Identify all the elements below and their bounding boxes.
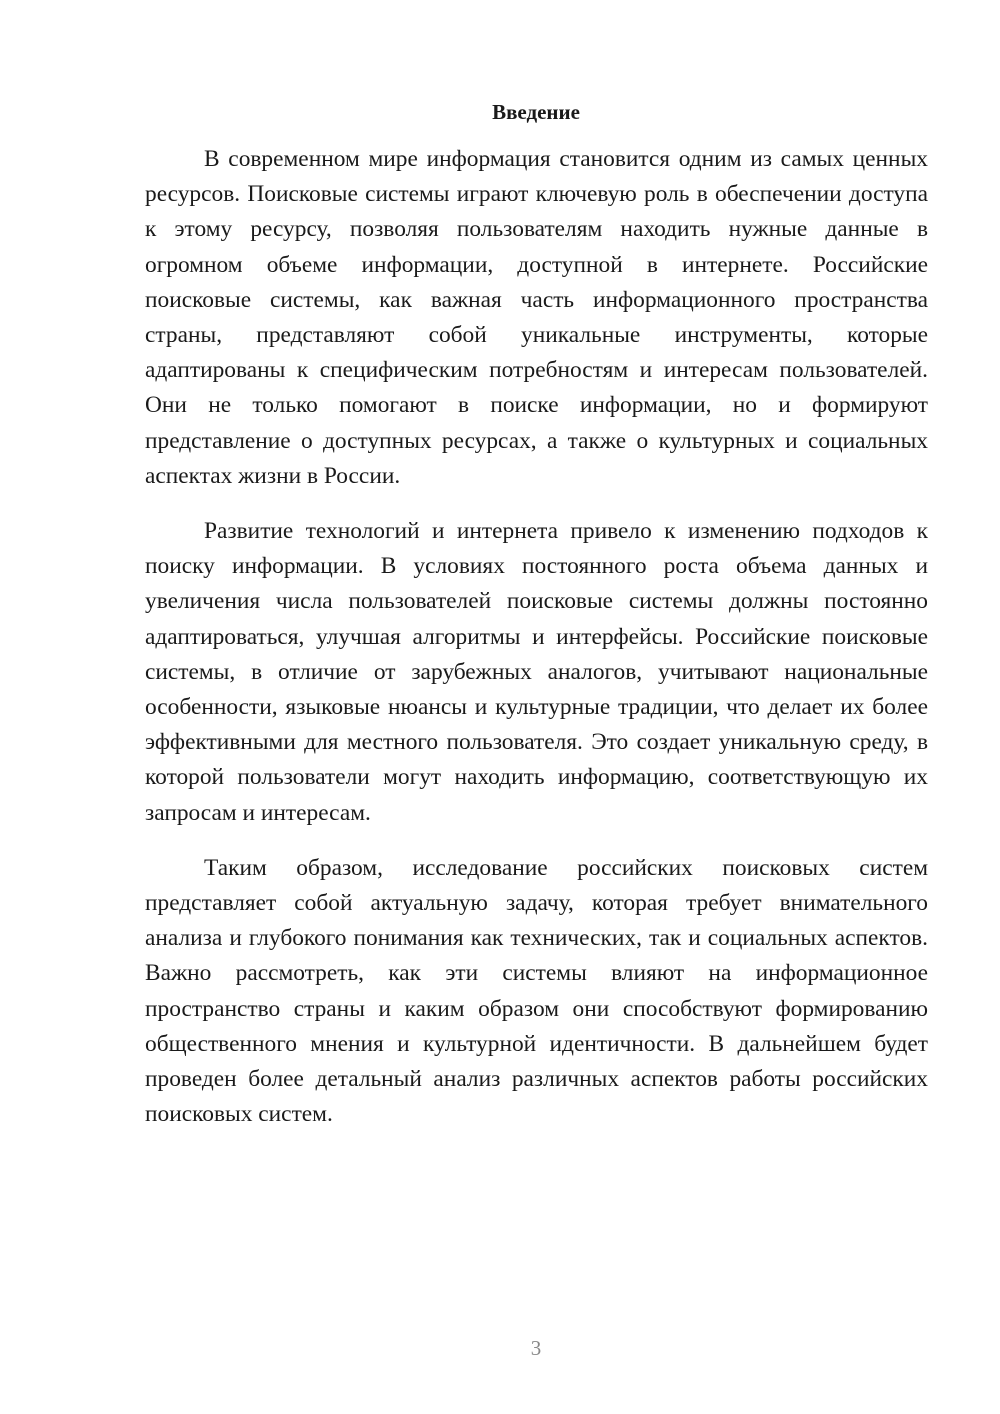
paragraph-1: В современном мире информация становится одним из самых ценных ресурсов. Поисковые системы играют ключевую роль в обеспечении доступа к этому ресурсу, позволяя пользователям находить нужные данные в огромном объеме информации, доступной в интернете. Российские поисковые системы, как важная часть информационного пространства страны, представляют собой уникальные инструменты, которые адаптированы к специфическим потребностям и интересам пользователей. Они не только помогают в поиске информации, но и формируют представление о доступных ресурсах, а также о культурных и социальных аспектах жизни в России. xyxy=(145,146,928,489)
paragraph-3: Таким образом, исследование российских поисковых систем представляет собой актуальную задачу, которая требует внимательного анализа и глубокого понимания как технических, так и социальных аспектов. Важно рассмотреть, как эти системы влияют на информационное пространство страны и каким образом они способствуют формированию общественного мнения и культурной идентичности. В дальнейшем будет проведен более детальный анализ различных аспектов работы российских поисковых систем. xyxy=(145,854,928,1128)
section-title: Введение xyxy=(492,100,580,124)
paragraph-2: Развитие технологий и интернета привело к изменению подходов к поиску информации. В условиях постоянного роста объема данных и увеличения числа пользователей поисковые системы должны постоянно адаптироваться, улучшая алгоритмы и интерфейсы. Российские поисковые системы, в отличие от зарубежных аналогов, учитывают национальные особенности, языковые нюансы и культурные традиции, что делает их более эффективными для местного пользователя. Это создает уникальную среду, в которой пользователи могут находить информацию, соответствующую их запросам и интересам. xyxy=(145,518,928,826)
body-text xyxy=(145,142,928,1152)
page-number: 3 xyxy=(530,1336,542,1360)
